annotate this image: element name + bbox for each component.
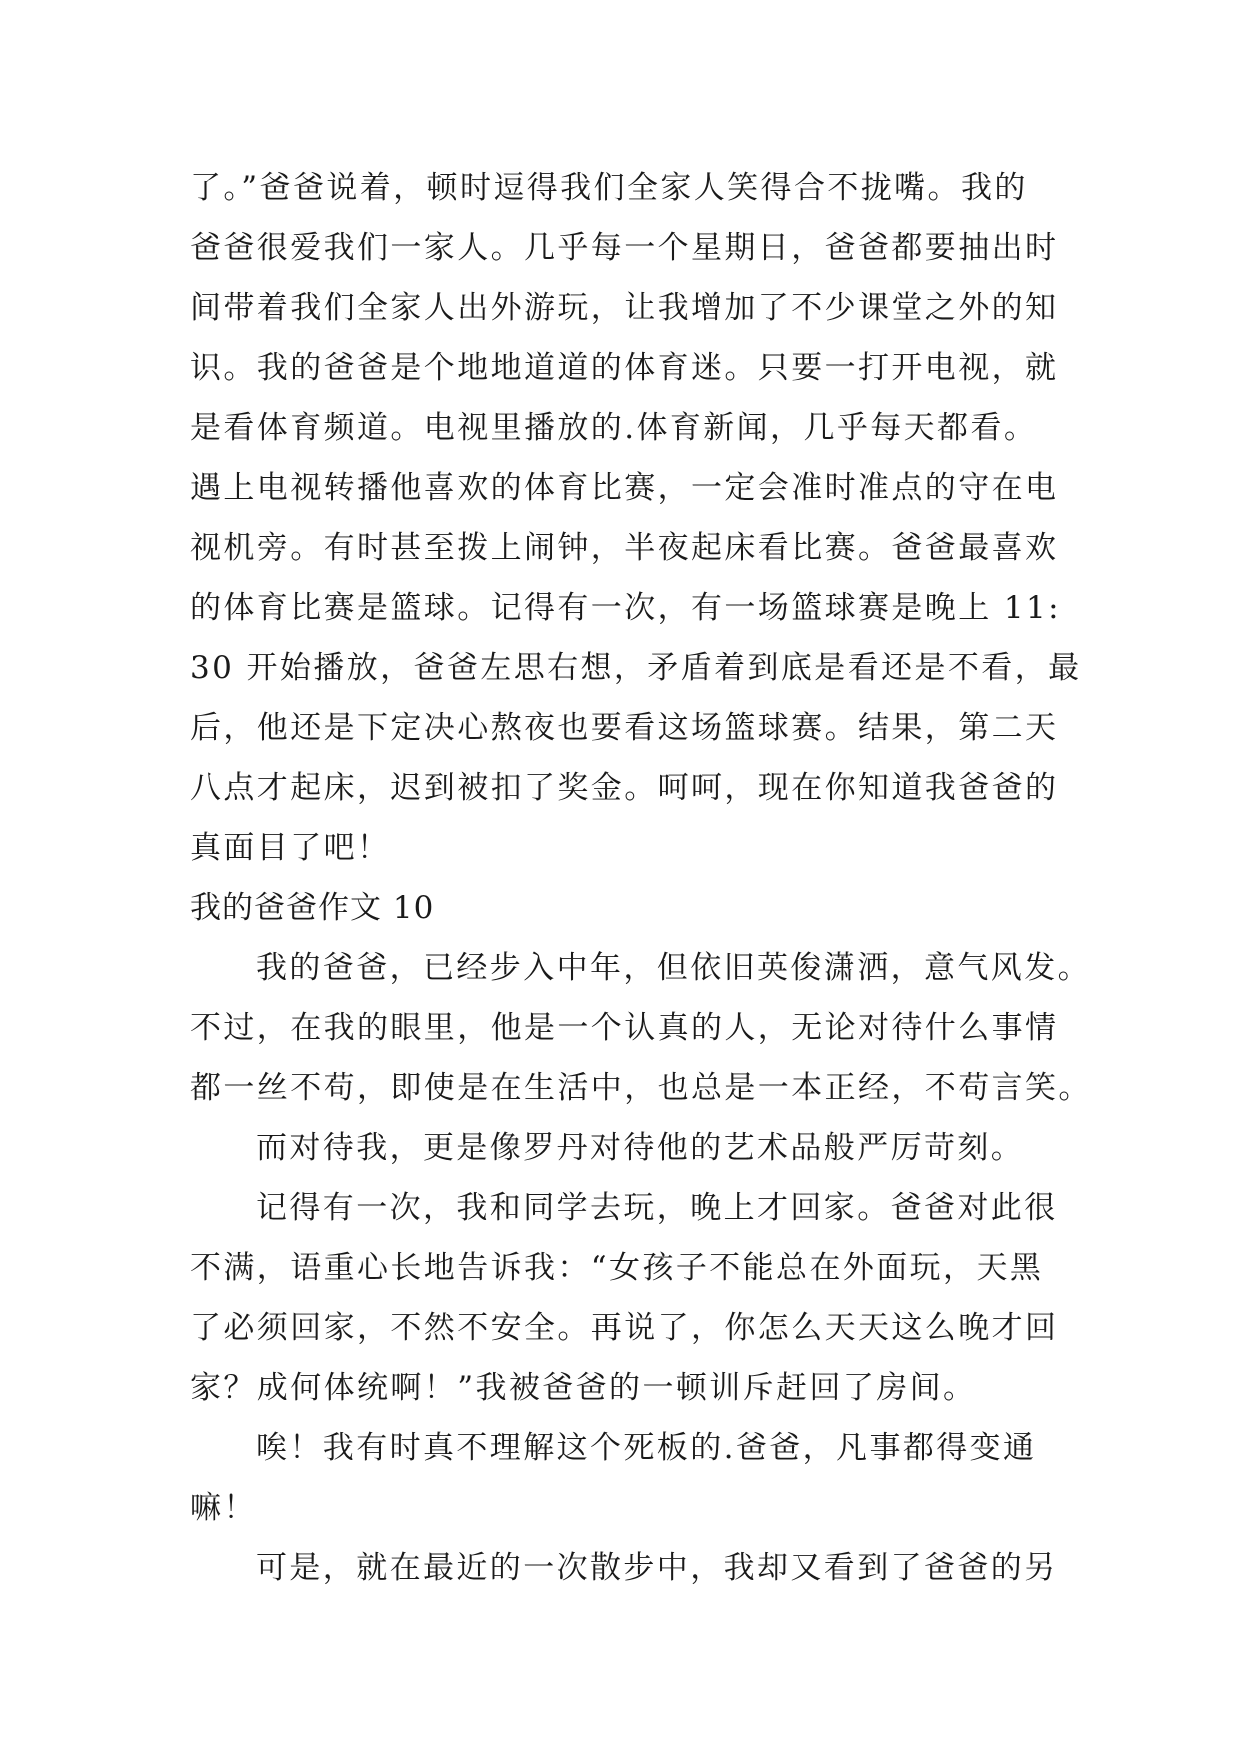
- text-line: 后，他还是下定决心熬夜也要看这场篮球赛。结果，第二天: [190, 710, 1059, 746]
- text-line: 爸爸很爱我们一家人。几乎每一个星期日，爸爸都要抽出时: [190, 230, 1059, 266]
- text-line: 嘛！: [190, 1490, 257, 1526]
- text-line: 30 开始播放，爸爸左思右想，矛盾着到底是看还是不看，最: [190, 650, 1082, 686]
- document-body: [190, 158, 1092, 1598]
- text-line: 八点才起床，迟到被扣了奖金。呵呵，现在你知道我爸爸的: [190, 770, 1059, 806]
- text-line: 识。我的爸爸是个地地道道的体育迷。只要一打开电视，就: [190, 350, 1059, 386]
- text-line: 真面目了吧！: [190, 830, 391, 866]
- text-line: 的体育比赛是篮球。记得有一次，有一场篮球赛是晚上 11:: [190, 590, 1061, 626]
- text-line: 不满，语重心长地告诉我：“女孩子不能总在外面玩，天黑: [190, 1250, 1044, 1286]
- text-line: 视机旁。有时甚至拨上闹钟，半夜起床看比赛。爸爸最喜欢: [190, 530, 1059, 566]
- text-line: 是看体育频道。电视里播放的.体育新闻，几乎每天都看。: [190, 410, 1038, 446]
- paragraph-start-line: 我的爸爸，已经步入中年，但依旧英俊潇洒，意气风发。: [256, 950, 1091, 986]
- text-line: 不过，在我的眼里，他是一个认真的人，无论对待什么事情: [190, 1010, 1059, 1046]
- text-line: 了。”爸爸说着，顿时逗得我们全家人笑得合不拢嘴。我的: [190, 170, 1028, 206]
- paragraph-start-line: 记得有一次，我和同学去玩，晚上才回家。爸爸对此很: [256, 1190, 1058, 1226]
- section-heading: 我的爸爸作文 10: [190, 890, 435, 926]
- paragraph-start-line: 可是，就在最近的一次散步中，我却又看到了爸爸的另: [256, 1550, 1058, 1586]
- text-line: 都一丝不苟，即使是在生活中，也总是一本正经，不苟言笑。: [190, 1070, 1092, 1106]
- paragraph-start-line: 唉！我有时真不理解这个死板的.爸爸，凡事都得变通: [256, 1430, 1037, 1466]
- text-line: 遇上电视转播他喜欢的体育比赛，一定会准时准点的守在电: [190, 470, 1059, 506]
- paragraph-start-line: 而对待我，更是像罗丹对待他的艺术品般严厉苛刻。: [256, 1130, 1025, 1166]
- text-line: 了必须回家，不然不安全。再说了，你怎么天天这么晚才回: [190, 1310, 1059, 1346]
- text-line: 间带着我们全家人出外游玩，让我增加了不少课堂之外的知: [190, 290, 1059, 326]
- text-line: 家？成何体统啊！”我被爸爸的一顿训斥赶回了房间。: [190, 1370, 977, 1406]
